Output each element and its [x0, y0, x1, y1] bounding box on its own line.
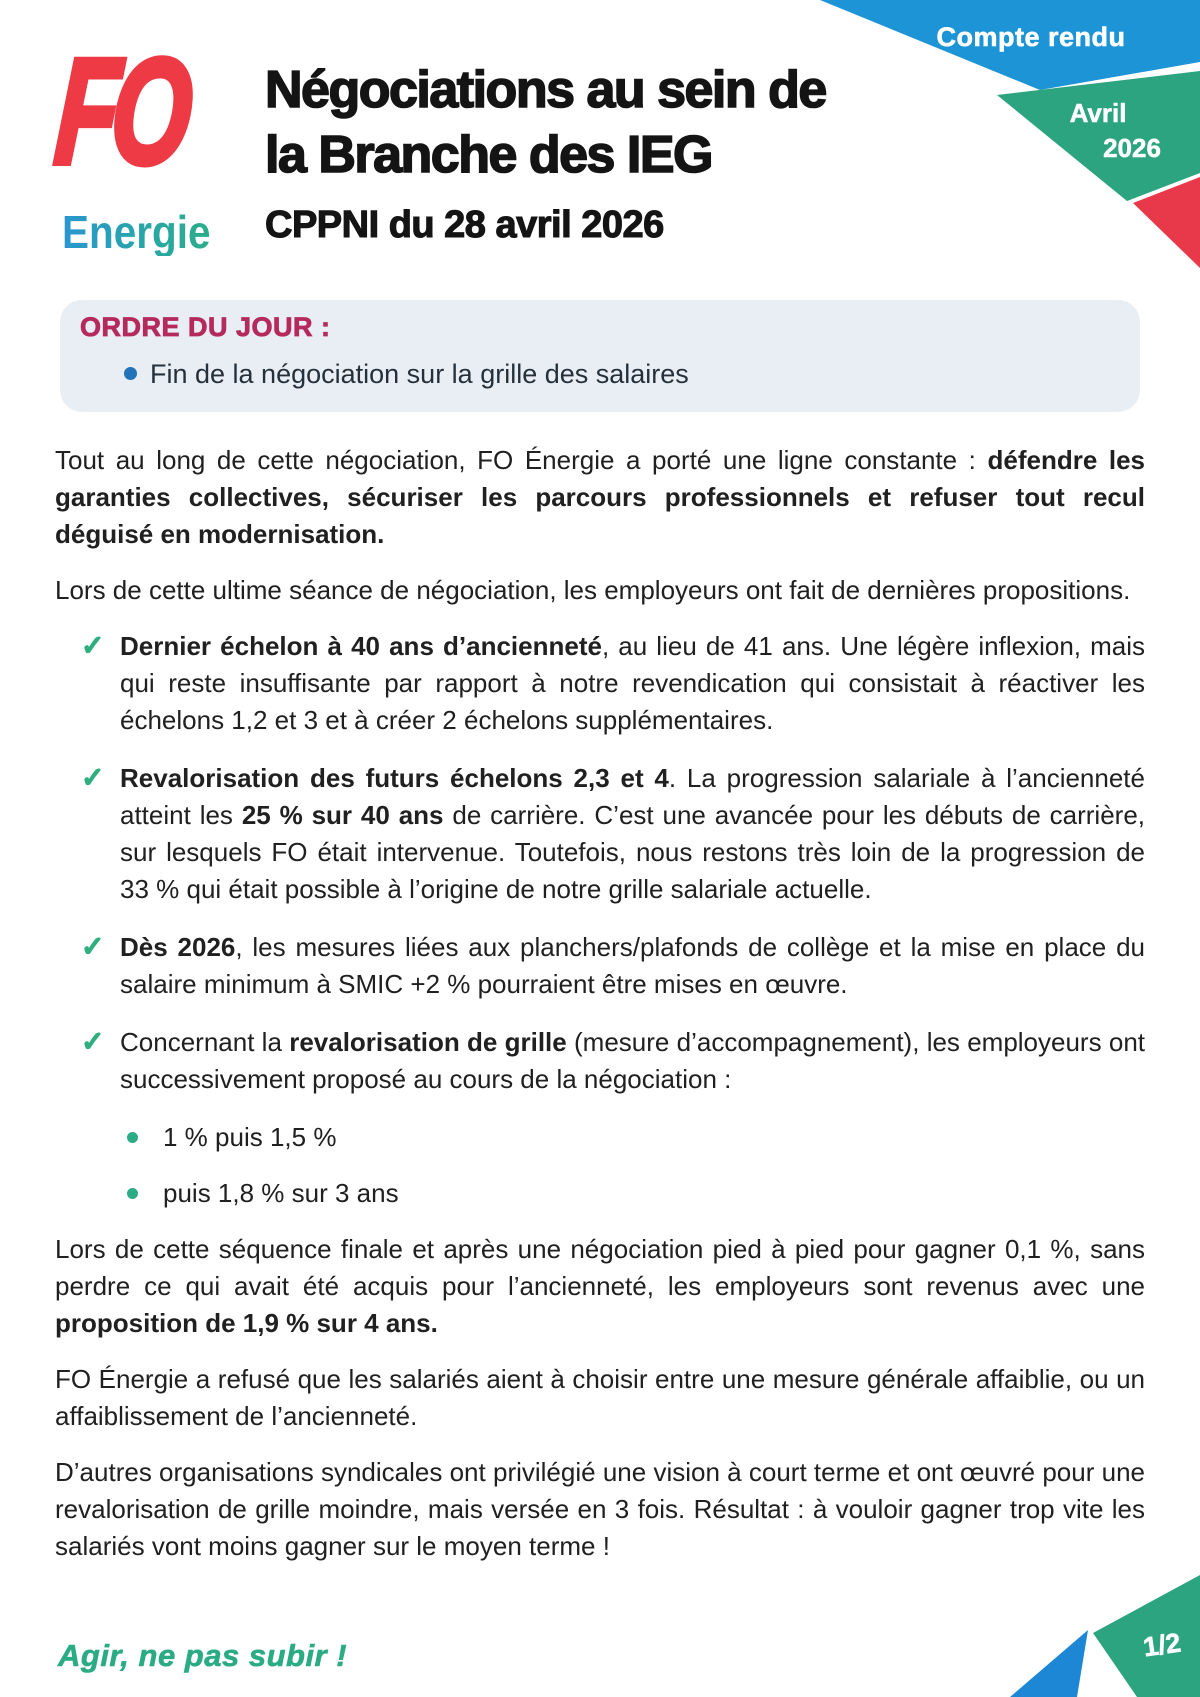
fo-logo-text: FO: [50, 27, 191, 195]
check-item: [55, 760, 1145, 908]
text-segment: , au lieu de 41 ans. Une légère inflexion, mais qui reste insuffisante par rapport à notre revendication qui consistait à réactiver les échelons 1,2 et 3 et à créer 2 échelons supplémentaires.: [120, 631, 1146, 735]
text-segment: (mesure d’accompagnement), les employeurs ont successivement proposé au cours de la négociation :: [120, 1027, 1146, 1094]
check-icon: ✓: [81, 931, 105, 962]
text-segment-bold: Revalorisation des futurs échelons 2,3 et 4: [120, 763, 669, 793]
text-segment: D’autres organisations syndicales ont privilégié une vision à court terme et ont œuvré pour une revalorisation de grille moindre, mais versée en 3 fois. Résultat : à vouloir gagner trop vite les salariés vont moins gagner sur le moyen terme !: [55, 1457, 1145, 1561]
sub-bullet-item: [55, 1119, 1145, 1156]
sub-bullet-label: puis 1,8 % sur 3 ans: [163, 1178, 399, 1208]
bullet-dot-icon: [127, 1188, 138, 1199]
content: [55, 442, 1145, 1584]
text-segment-bold: défendre les garanties collectives, sécuriser les parcours professionnels et refuser tout recul déguisé en modernisation.: [55, 445, 1146, 549]
text-segment: FO Énergie a refusé que les salariés aient à choisir entre une mesure générale affaiblie, ou un affaiblissement de l’ancienneté.: [55, 1364, 1145, 1431]
energie-logo-text: Energie: [62, 208, 264, 256]
text-segment: Concernant la: [120, 1027, 290, 1057]
text-segment: Lors de cette séquence finale et après une négociation pied à pied pour gagner 0,1 %, sans perdre ce qui avait été acquis pour l’ancienneté, les employeurs sont revenus avec une: [55, 1234, 1145, 1301]
text-segment-bold: revalorisation de grille: [289, 1027, 567, 1057]
agenda-item: [80, 359, 1140, 390]
paragraph: [55, 442, 1145, 553]
paragraph: [55, 572, 1145, 609]
text-segment: Tout au long de cette négociation, FO Énergie a porté une ligne constante :: [55, 445, 988, 475]
text-segment: . La progression salariale à l’ancienneté atteint les: [120, 763, 1145, 830]
agenda-item-label: Fin de la négociation sur la grille des salaires: [150, 359, 689, 389]
check-icon: ✓: [81, 1026, 105, 1057]
document-subtitle: CPPNI du 28 avril 2026: [265, 204, 664, 246]
text-segment-bold: 25 % sur 40 ans: [241, 800, 444, 830]
text-segment: de carrière. C’est une avancée pour les débuts de carrière, sur lesquels FO était intervenue. Toutefois, nous restons très loin de la progression de 33 % qui était possible à l’origine de notre grille salariale actuelle.: [120, 800, 1145, 904]
bottom-right-ribbons-decoration: [0, 1557, 1200, 1697]
footer-blue-shape: [1010, 1630, 1088, 1697]
check-item: [55, 929, 1145, 1003]
check-icon: ✓: [81, 762, 105, 793]
page-number: 1/2: [1141, 1627, 1183, 1663]
slogan-text: Agir, ne pas subir !: [58, 1638, 348, 1673]
compte-rendu-badge: Compte rendu: [936, 22, 1126, 52]
fo-energie-logo: [50, 27, 292, 258]
agenda-box: [60, 300, 1140, 412]
sub-bullet-item: [55, 1175, 1145, 1212]
document-title: [265, 58, 965, 246]
text-segment-bold: Dès 2026: [120, 932, 236, 962]
agenda-heading: ORDRE DU JOUR :: [80, 312, 331, 342]
issue-month: Avril: [1069, 98, 1127, 128]
issue-year: 2026: [1103, 133, 1161, 163]
text-segment: Lors de cette ultime séance de négociation, les employeurs ont fait de dernières propositions.: [55, 575, 1131, 605]
text-segment: , les mesures liées aux planchers/plafonds de collège et la mise en place du salaire minimum à SMIC +2 % pourraient être mises en œuvre.: [120, 932, 1145, 999]
check-item: [55, 1024, 1145, 1098]
sub-bullet-label: 1 % puis 1,5 %: [163, 1122, 337, 1152]
title-line-2: la Branche des IEG: [265, 126, 712, 184]
title-line-1: Négociations au sein de: [265, 61, 826, 119]
text-segment-bold: proposition de 1,9 % sur 4 ans.: [55, 1308, 438, 1338]
text-segment-bold: Dernier échelon à 40 ans d’ancienneté: [120, 631, 602, 661]
paragraph: [55, 1454, 1145, 1565]
check-item: [55, 628, 1145, 739]
bullet-dot-icon: [127, 1132, 138, 1143]
paragraph: [55, 1361, 1145, 1435]
bullet-dot-icon: [124, 367, 137, 380]
check-icon: ✓: [81, 630, 105, 661]
paragraph: [55, 1231, 1145, 1342]
